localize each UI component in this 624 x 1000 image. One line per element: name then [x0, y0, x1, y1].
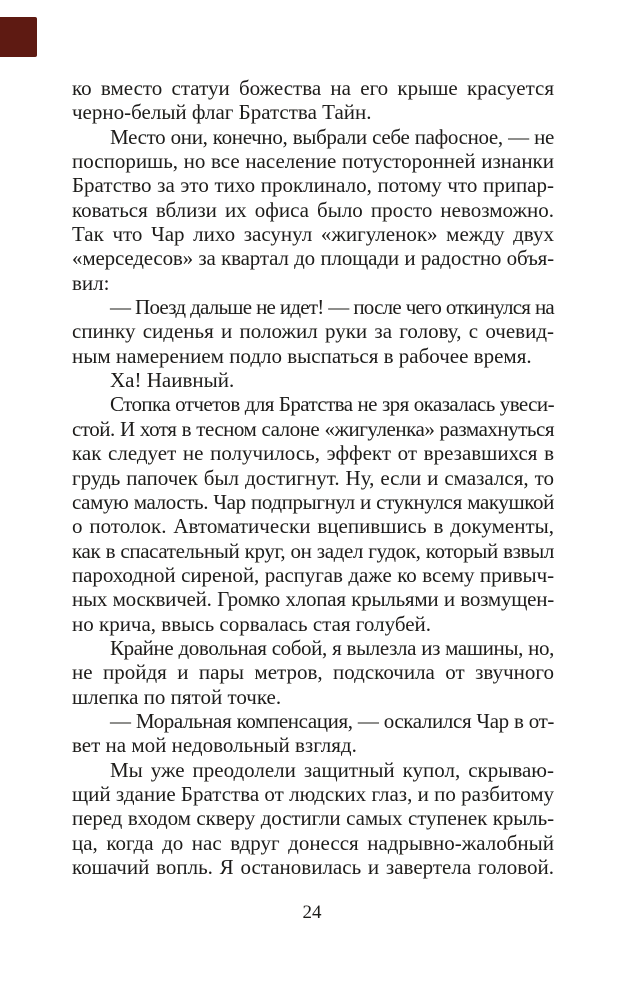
text-line: ко вместо статуи божества на его крыше красуется [72, 76, 554, 100]
text-line: Место они, конечно, выбрали себе пафосное, — не [110, 124, 554, 149]
text-line: перед входом скверу достигли самых ступенек крыль- [72, 806, 554, 831]
text-line: грудь папочек был достигнут. Ну, если и смазался, то [72, 465, 554, 490]
text-line: кошачий вопль. Я остановилась и завертела головой. [72, 855, 554, 879]
page-number: 24 [302, 902, 322, 923]
text-line: поспоришь, но все население потусторонней изнанки [72, 149, 554, 174]
text-line: «мерседесов» за квартал до площади и радостно объя- [72, 246, 554, 271]
text-line: вет на мой недовольный взгляд. [72, 733, 357, 758]
text-line: но крича, ввысь сорвалась стая голубей. [72, 611, 432, 636]
text-line: Братство за это тихо проклинало, потому что припар- [72, 173, 554, 198]
text-line: ца, когда до нас вдруг донесся надрывно-жалобный [72, 830, 554, 855]
text-line: шлепка по пятой точке. [72, 684, 282, 709]
text-line: Так что Чар лихо засунул «жигуленок» между двух [72, 222, 554, 247]
text-line: Мы уже преодолели защитный купол, скрываю- [110, 757, 554, 782]
text-line: вил: [72, 270, 110, 295]
text-line: не пройдя и пары метров, подскочила от звучного [72, 660, 554, 685]
text-line: — Моральная компенсация, — оскалился Чар в от- [110, 708, 554, 733]
text-line: о потолок. Автоматически вцепившись в документы, [72, 514, 554, 539]
text-line: Ха! Наивный. [110, 368, 235, 393]
text-line: ным намерением подло выспаться в рабочее время. [72, 343, 532, 368]
text-line: пароходной сиреной, распугав даже ко всему привыч- [72, 562, 554, 587]
text-line: спинку сиденья и положил руки за голову, с очевид- [72, 319, 554, 344]
text-line: как следует не получилось, эффект от врезавшихся в [72, 441, 554, 466]
text-line: черно-белый флаг Братства Тайн. [72, 100, 372, 125]
text-line: Стопка отчетов для Братства не зря оказалась увеси- [110, 392, 554, 417]
text-line: самую малость. Чар подпрыгнул и стукнулся макушкой [72, 489, 554, 514]
text-line: — Поезд дальше не идет! — после чего откинулся на [110, 295, 554, 320]
page-text [72, 76, 554, 879]
scan-artifact [0, 17, 37, 57]
text-line: щий здание Братства от людских глаз, и по разбитому [72, 781, 554, 806]
text-line: ных москвичей. Громко хлопая крыльями и возмущен- [72, 587, 554, 612]
text-line: стой. И хотя в тесном салоне «жигуленка» размахнуться [72, 416, 554, 441]
text-line: как в спасательный круг, он задел гудок, который взвыл [72, 538, 554, 563]
text-line: Крайне довольная собой, я вылезла из машины, но, [110, 635, 554, 660]
text-line: коваться вблизи их офиса было просто невозможно. [72, 197, 554, 222]
